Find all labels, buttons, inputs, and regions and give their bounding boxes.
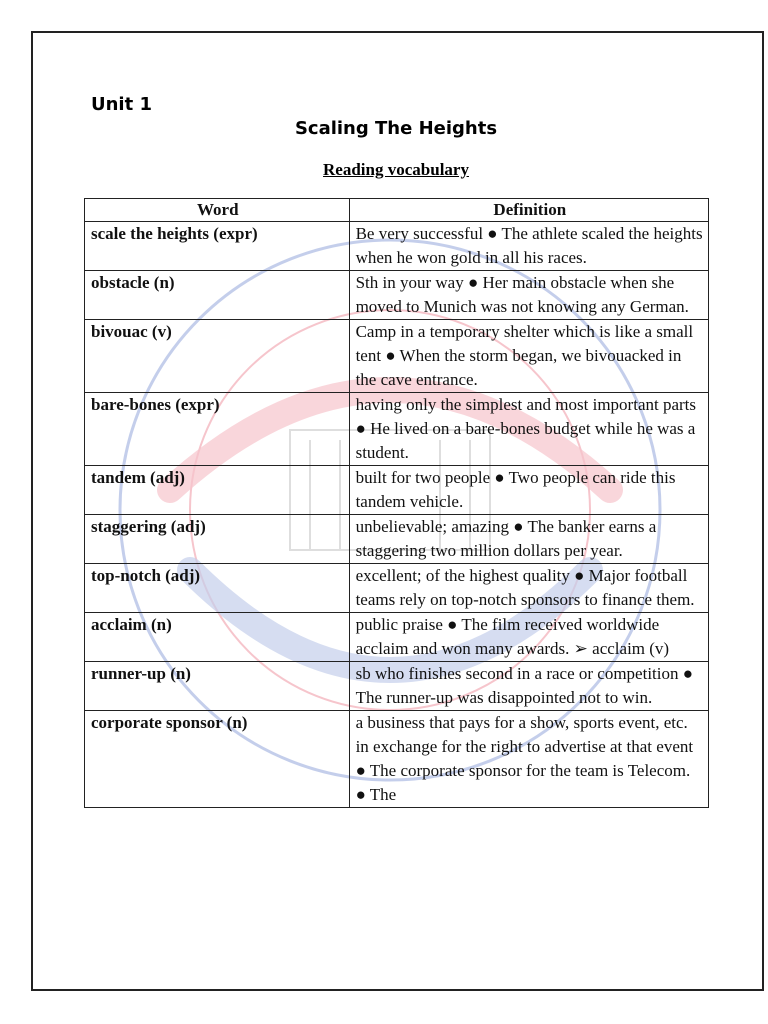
definition-cell: a business that pays for a show, sports event, etc. in exchange for the right to advertise at that event ● The corporate sponsor for the team is Telecom. ● The <box>349 711 708 808</box>
word-cell: scale the heights (expr) <box>85 222 350 271</box>
table-row <box>85 515 709 564</box>
word-cell: runner-up (n) <box>85 662 350 711</box>
definition-cell: unbelievable; amazing ● The banker earns a staggering two million dollars per year. <box>349 515 708 564</box>
word-cell: acclaim (n) <box>85 613 350 662</box>
unit-label: Unit 1 <box>91 94 152 115</box>
table-row <box>85 320 709 393</box>
word-cell: bare-bones (expr) <box>85 393 350 466</box>
definition-cell: sb who finishes second in a race or competition ● The runner-up was disappointed not to win. <box>349 662 708 711</box>
word-cell: corporate sponsor (n) <box>85 711 350 808</box>
page-title: Scaling The Heights <box>294 118 498 139</box>
word-cell: bivouac (v) <box>85 320 350 393</box>
column-header-word: Word <box>85 199 350 222</box>
table-row <box>85 393 709 466</box>
section-title: Reading vocabulary <box>323 160 469 179</box>
definition-cell: Sth in your way ● Her main obstacle when she moved to Munich was not knowing any German. <box>349 271 708 320</box>
word-cell: top-notch (adj) <box>85 564 350 613</box>
table-row <box>85 466 709 515</box>
definition-cell: public praise ● The film received worldwide acclaim and won many awards. ➢ acclaim (v) <box>349 613 708 662</box>
word-cell: obstacle (n) <box>85 271 350 320</box>
table-header-row <box>85 199 709 222</box>
vocabulary-table <box>84 198 709 808</box>
table-row <box>85 613 709 662</box>
table-row <box>85 222 709 271</box>
table-row <box>85 711 709 808</box>
definition-cell: excellent; of the highest quality ● Major football teams rely on top-notch sponsors to finance them. <box>349 564 708 613</box>
column-header-definition: Definition <box>349 199 708 222</box>
table-row <box>85 271 709 320</box>
definition-cell: having only the simplest and most important parts ● He lived on a bare-bones budget while he was a student. <box>349 393 708 466</box>
table-row <box>85 564 709 613</box>
definition-cell: built for two people ● Two people can ride this tandem vehicle. <box>349 466 708 515</box>
definition-cell: Be very successful ● The athlete scaled the heights when he won gold in all his races. <box>349 222 708 271</box>
table-row <box>85 662 709 711</box>
word-cell: staggering (adj) <box>85 515 350 564</box>
word-cell: tandem (adj) <box>85 466 350 515</box>
definition-cell: Camp in a temporary shelter which is like a small tent ● When the storm began, we bivouacked in the cave entrance. <box>349 320 708 393</box>
